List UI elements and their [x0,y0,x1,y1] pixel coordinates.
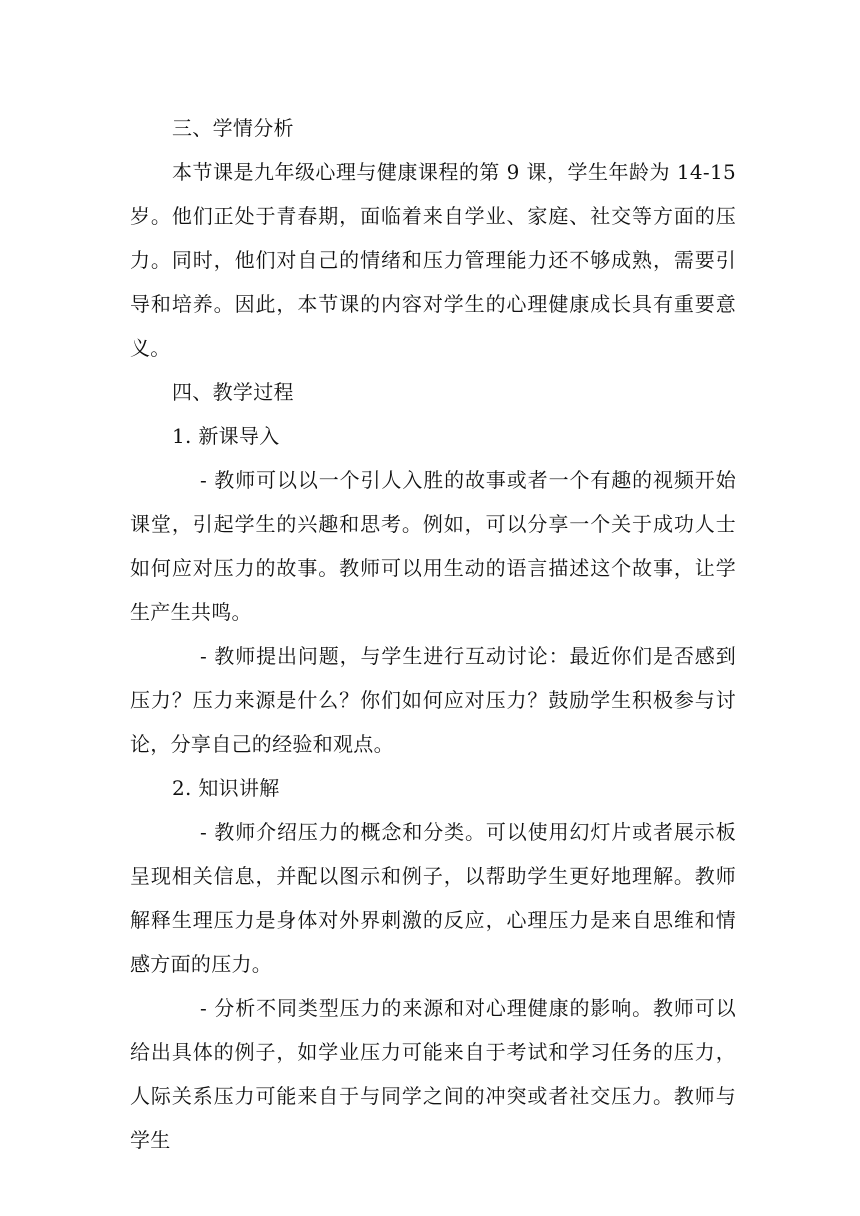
subsection-heading-knowledge: 2. 知识讲解 [172,776,280,800]
section-heading-teaching-process: 四、教学过程 [172,380,294,404]
section-heading-learning-analysis: 三、学情分析 [172,116,294,140]
knowledge-bullet-concept: - 教师介绍压力的概念和分类。可以使用幻灯片或者展示板呈现相关信息，并配以图示和例子，以帮助学生更好地理解。教师解释生理压力是身体对外界刺激的反应，心理压力是来自思维和情感方面的压力。 [130,820,736,976]
document-body [130,106,736,1162]
learning-analysis-paragraph: 本节课是九年级心理与健康课程的第 9 课，学生年龄为 14-15 岁。他们正处于青春期，面临着来自学业、家庭、社交等方面的压力。同时，他们对自己的情绪和压力管理能力还不够成熟，需要引导和培养。因此，本节课的内容对学生的心理健康成长具有重要意义。 [130,160,736,360]
subsection-heading-introduction: 1. 新课导入 [172,424,280,448]
knowledge-bullet-sources: - 分析不同类型压力的来源和对心理健康的影响。教师可以给出具体的例子，如学业压力可能来自于考试和学习任务的压力，人际关系压力可能来自于与同学之间的冲突或者社交压力。教师与学生 [130,996,736,1152]
introduction-bullet-discussion: - 教师提出问题，与学生进行互动讨论：最近你们是否感到压力？压力来源是什么？你们如何应对压力？鼓励学生积极参与讨论，分享自己的经验和观点。 [130,644,736,756]
introduction-bullet-story: - 教师可以以一个引人入胜的故事或者一个有趣的视频开始课堂，引起学生的兴趣和思考。例如，可以分享一个关于成功人士如何应对压力的故事。教师可以用生动的语言描述这个故事，让学生产生共鸣。 [130,468,736,624]
